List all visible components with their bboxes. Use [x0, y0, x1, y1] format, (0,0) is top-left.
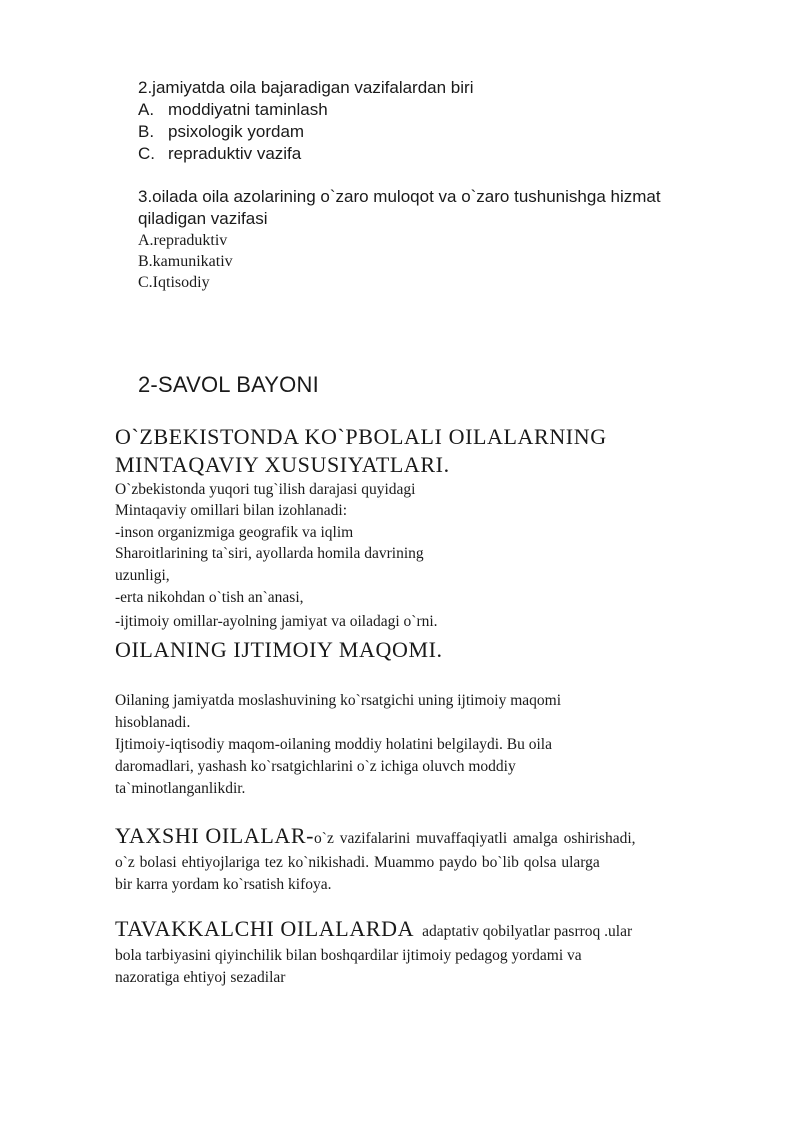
section-2-line: Oilaning jamiyatda moslashuvining ko`rsatgichi uning ijtimoiy maqomi	[115, 692, 562, 709]
section-4-line3: nazoratiga ehtiyoj sezadilar	[115, 969, 286, 986]
section-1-line: -erta nikohdan o`tish an`anasi,	[115, 589, 304, 606]
question-3-text-line2: qiladigan vazifasi	[138, 209, 268, 228]
question-3-option-c: C.Iqtisodiy	[138, 274, 210, 291]
option-text: moddiyatni taminlash	[168, 100, 328, 119]
section-3-line1-rest: o`z vazifalarini muvaffaqiyatli amalga oshirishadi,	[314, 830, 636, 847]
section-1-line: O`zbekistonda yuqori tug`ilish darajasi quyidagi	[115, 481, 416, 498]
section-2-line: hisoblanadi.	[115, 714, 191, 731]
option-letter: C.	[138, 144, 155, 163]
section-1-line: uzunligi,	[115, 567, 170, 584]
question-2-text: 2.jamiyatda oila bajaradigan vazifalardan biri	[138, 78, 474, 97]
option-text: repraduktiv vazifa	[168, 144, 302, 163]
section-1-line: -ijtimoiy omillar-ayolning jamiyat va oiladagi o`rni.	[115, 613, 438, 630]
option-letter: A.	[138, 100, 155, 119]
question-2-option-c	[138, 143, 301, 165]
option-letter: B.	[138, 122, 155, 141]
section-4-lead: TAVAKKALCHI OILALARDA	[115, 916, 415, 941]
savol-heading: 2-SAVOL BAYONI	[138, 372, 319, 397]
section-1-line: -inson organizmiga geografik va iqlim	[115, 524, 354, 541]
option-text: psixologik yordam	[168, 122, 305, 141]
section-2-line: Ijtimoiy-iqtisodiy maqom-oilaning moddiy holatini belgilaydi. Bu oila	[115, 736, 552, 753]
section-3-line1	[115, 823, 734, 850]
question-3-option-a: A.repraduktiv	[138, 232, 228, 249]
section-3-line2: o`z bolasi ehtiyojlariga tez ko`nikishadi. Muammo paydo bo`lib qolsa ularga	[115, 854, 600, 871]
section-1-line: Mintaqaviy omillari bilan izohlanadi:	[115, 502, 348, 519]
question-2-option-b	[138, 121, 304, 143]
section-1-title-line2: MINTAQAVIY XUSUSIYATLARI.	[115, 452, 450, 477]
section-1-title-line1: O`ZBEKISTONDA KO`PBOLALI OILALARNING	[115, 424, 607, 449]
section-2-line: ta`minotlanganlikdir.	[115, 780, 246, 797]
question-3-text-line1: 3.oilada oila azolarining o`zaro muloqot va o`zaro tushunishga hizmat	[138, 187, 661, 206]
question-2-option-a	[138, 99, 328, 121]
section-2-title: OILANING IJTIMOIY MAQOMI.	[115, 637, 443, 662]
section-4-line2: bola tarbiyasini qiyinchilik bilan boshqardilar ijtimoiy pedagog yordami va	[115, 947, 582, 964]
section-1-line: Sharoitlarining ta`siri, ayollarda homila davrining	[115, 545, 424, 562]
section-3-line3: bir karra yordam ko`rsatish kifoya.	[115, 876, 332, 893]
question-3-option-b: B.kamunikativ	[138, 253, 233, 270]
section-4-line1	[115, 916, 632, 943]
section-4-line1-rest: adaptativ qobilyatlar pasrroq .ular	[422, 923, 633, 940]
section-2-line: daromadlari, yashash ko`rsatgichlarini o`z ichiga oluvch moddiy	[115, 758, 516, 775]
section-3-lead: YAXSHI OILALAR-	[115, 823, 315, 848]
